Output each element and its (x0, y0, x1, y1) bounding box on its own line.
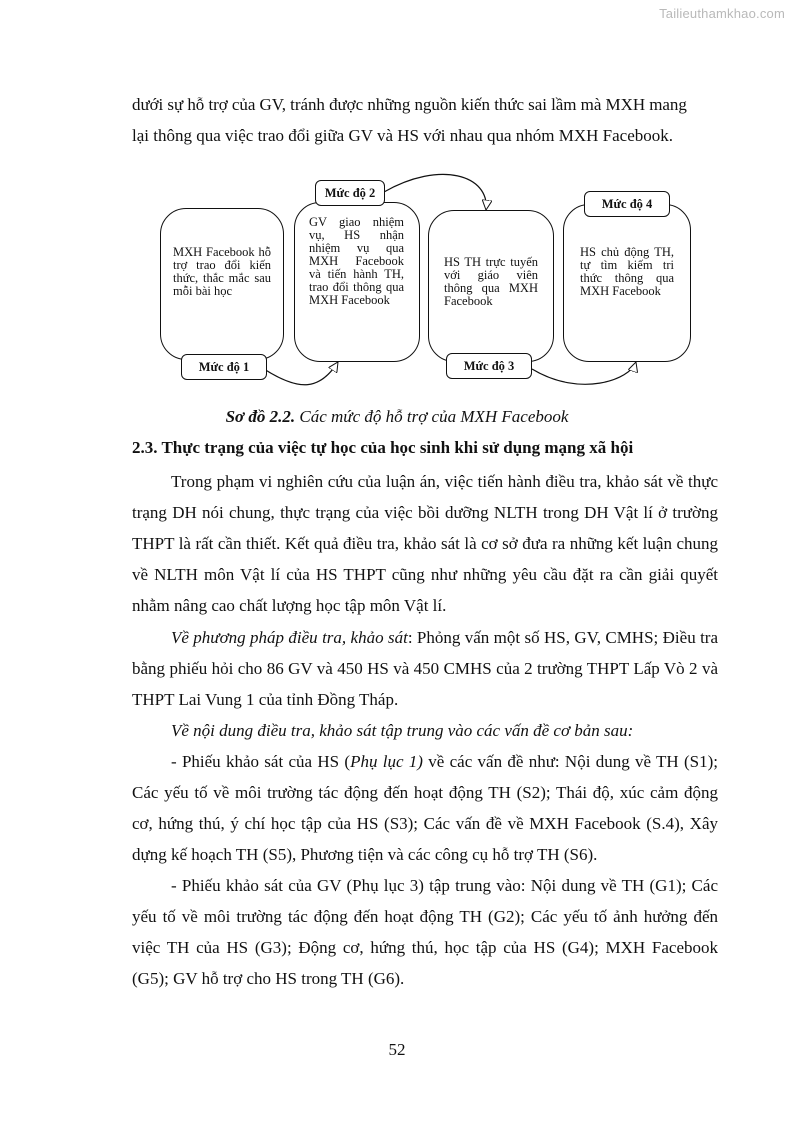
intro-line-2: lại thông qua việc trao đổi giữa GV và HS với nhau qua nhóm MXH Facebook. (132, 126, 674, 145)
paragraph-1: Trong phạm vi nghiên cứu của luận án, việc tiến hành điều tra, khảo sát về thực trạng DH nói chung, thực trạng của việc bồi dưỡng NLTH trong DH Vật lí ở trường THPT là rất cần thiết. Kết quả điều tra, khảo sát là cơ sở đưa ra những kết luận chung về NLTH môn Vật lí của HS THPT cũng như những yêu cầu đặt ra cần giải quyết nhằm nâng cao chất lượng học tập môn Vật lí. (132, 472, 718, 615)
intro-line-1: dưới sự hỗ trợ của GV, tránh được những nguồn kiến thức sai lầm mà MXH mang (132, 95, 687, 114)
level-4-label: Mức độ 4 (584, 191, 670, 217)
caption-label: Sơ đồ 2.2. (225, 407, 296, 426)
paragraph-5: - Phiếu khảo sát của GV (Phụ lục 3) tập trung vào: Nội dung về TH (G1); Các yếu tố về môi trường tác động đến hoạt động TH (G2); Các yếu tố ảnh hưởng đến việc TH của HS (G3); Động cơ, hứng thú, học tập của HS (G4); MXH Facebook (G5); GV hỗ trợ cho HS trong TH (G6). (132, 876, 718, 988)
page-number: 52 (388, 1040, 406, 1059)
paragraph-4-appendix: Phụ lục 1) (350, 752, 423, 771)
paragraph-4-a: - Phiếu khảo sát của HS ( (171, 752, 351, 771)
watermark: Tailieuthamkhao.com (659, 6, 785, 21)
level-3-text: HS TH trực tuyến với giáo viên thông qua MXH Facebook (444, 255, 538, 308)
paragraph-4 (132, 746, 718, 870)
level-4-text: HS chủ động TH, tự tìm kiếm tri thức thông qua MXH Facebook (580, 245, 674, 298)
diagram-caption (0, 407, 794, 427)
level-2-text: GV giao nhiệm vụ, HS nhận nhiệm vụ qua MXH Facebook và tiến hành TH, trao đổi thông qua MXH Facebook (309, 215, 404, 307)
paragraph-2 (132, 622, 718, 715)
caption-text: Các mức độ hỗ trợ của MXH Facebook (295, 407, 569, 426)
paragraph-2-rest: : Phỏng vấn một số HS, GV, CMHS; Điều tra bằng phiếu hỏi cho 86 GV và 450 HS và 450 CMHS của 2 trường THPT Lấp Vò 2 và THPT Lai Vung 1 của tỉnh Đồng Tháp. (132, 628, 718, 709)
paragraph-2-lead: Về phương pháp điều tra, khảo sát (171, 628, 408, 647)
section-heading: 2.3. Thực trạng của việc tự học của học sinh khi sử dụng mạng xã hội (132, 438, 634, 457)
arrow-level1-to-level2 (264, 362, 338, 385)
level-2-label: Mức độ 2 (315, 180, 385, 206)
paragraph-3: Về nội dung điều tra, khảo sát tập trung vào các vấn đề cơ bản sau: (171, 721, 634, 740)
arrow-level3-to-level4 (532, 362, 636, 384)
level-3-label: Mức độ 3 (446, 353, 532, 379)
level-1-text: MXH Facebook hỗ trợ trao đổi kiến thức, thắc mắc sau mỗi bài học (173, 245, 271, 298)
level-1-label: Mức độ 1 (181, 354, 267, 380)
paragraph-4-c: về các vấn đề như: Nội dung về TH (S1); Các yếu tố về môi trường tác động đến hoạt động TH (S2); Thái độ, xúc cảm động cơ, hứng thú, ý chí học tập của HS (S3); Các vấn đề về MXH Facebook (S.4), Xây dựng kế hoạch TH (S5), Phương tiện và các công cụ hỗ trợ TH (S6). (132, 752, 718, 864)
